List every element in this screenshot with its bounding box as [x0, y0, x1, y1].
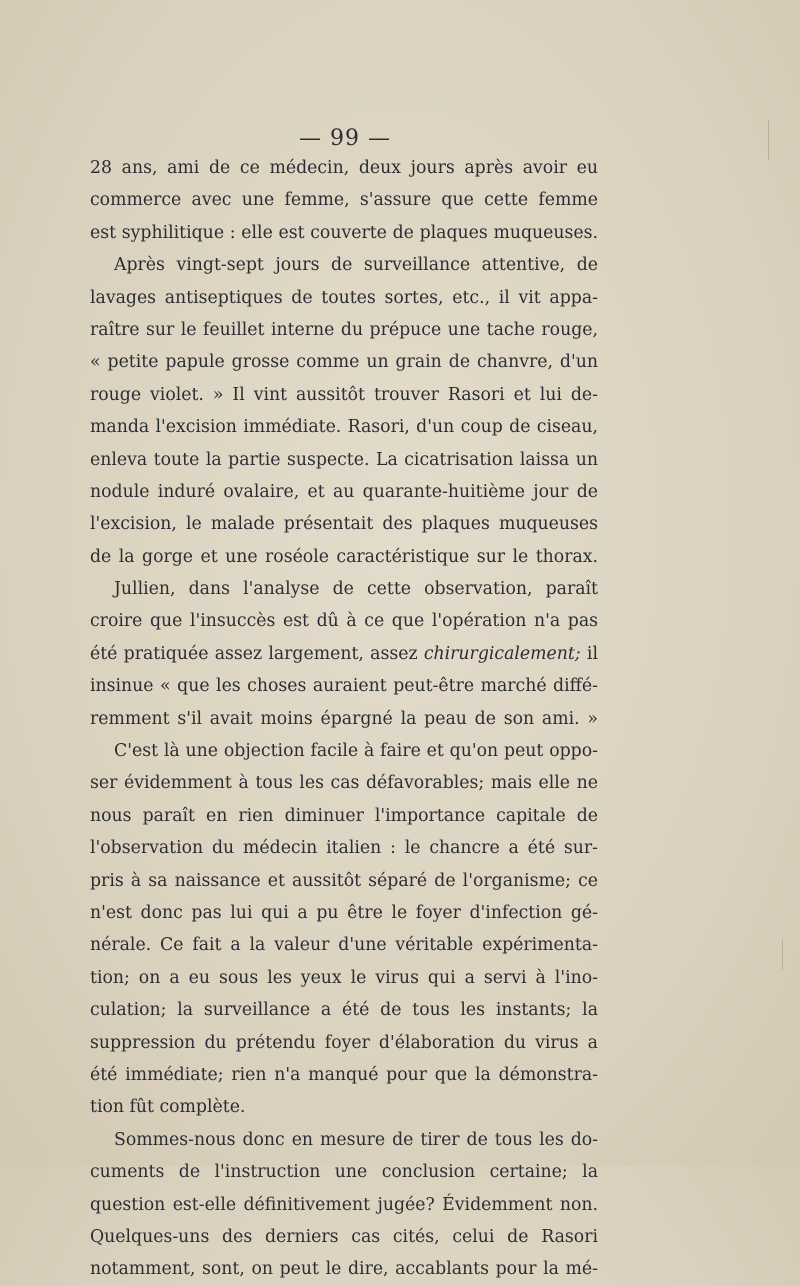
line-text: Après vingt-sept jours de surveillance attentive, de: [114, 255, 598, 276]
line-text: cuments de l'instruction une conclusion certaine; la: [90, 1162, 598, 1183]
line-text: été pratiquée assez largement, assez: [90, 643, 424, 664]
text-line: [90, 314, 598, 346]
italic-word: chirurgicalement;: [423, 643, 581, 664]
text-line: [90, 605, 598, 637]
line-text: l'observation du médecin italien : le chancre a été sur-: [90, 838, 598, 859]
text-line: [90, 1059, 598, 1091]
line-text: Quelques-uns des derniers cas cités, celui de Rasori: [90, 1226, 598, 1247]
text-line: [90, 184, 598, 216]
line-text: est syphilitique : elle est couverte de plaques muqueuses.: [90, 222, 598, 243]
text-line: [90, 832, 598, 864]
line-text: insinue « que les choses auraient peut-être marché diffé-: [90, 676, 598, 697]
text-line: [90, 541, 598, 573]
text-line: [90, 476, 598, 508]
line-text: nous paraît en rien diminuer l'importance capitale de: [90, 805, 598, 826]
text-line: [90, 800, 598, 832]
text-line: [90, 735, 598, 767]
page-number: — 99 —: [299, 126, 391, 151]
paper-crease: [782, 940, 783, 970]
text-line: [90, 994, 598, 1026]
text-line: [90, 703, 598, 735]
text-line: [90, 1091, 598, 1123]
line-text: tion; on a eu sous les yeux le virus qui a servi à l'ino-: [90, 967, 598, 988]
text-line: [90, 217, 598, 249]
text-line: [90, 638, 598, 670]
text-line: [90, 282, 598, 314]
line-text: « petite papule grosse comme un grain de chanvre, d'un: [90, 352, 598, 373]
text-line: [90, 1124, 598, 1156]
text-line: [90, 670, 598, 702]
line-text: nodule induré ovalaire, et au quarante-huitième jour de: [90, 481, 598, 502]
text-line: [90, 767, 598, 799]
paper-crease: [768, 120, 769, 160]
text-line: [90, 411, 598, 443]
text-line: [90, 1253, 598, 1285]
text-line: [90, 1027, 598, 1059]
line-text: croire que l'insuccès est dû à ce que l'opération n'a pas: [90, 611, 598, 632]
line-text: question est-elle définitivement jugée? Évidemment non.: [90, 1194, 598, 1215]
text-line: [90, 573, 598, 605]
line-text: rouge violet. » Il vint aussitôt trouver Rasori et lui de-: [90, 384, 598, 405]
line-text: Sommes-nous donc en mesure de tirer de tous les do-: [114, 1129, 598, 1150]
line-text-end: il: [580, 643, 598, 664]
text-line: [90, 1189, 598, 1221]
text-line: [90, 508, 598, 540]
line-text: été immédiate; rien n'a manqué pour que la démonstra-: [90, 1064, 598, 1085]
text-line: [90, 865, 598, 897]
line-text: de la gorge et une roséole caractéristique sur le thorax.: [90, 546, 598, 567]
line-text: nérale. Ce fait a la valeur d'une véritable expérimenta-: [90, 935, 598, 956]
line-text: raître sur le feuillet interne du prépuce une tache rouge,: [90, 319, 598, 340]
line-text: suppression du prétendu foyer d'élaboration du virus a: [90, 1032, 598, 1053]
line-text: n'est donc pas lui qui a pu être le foyer d'infection gé-: [90, 902, 598, 923]
line-text: remment s'il avait moins épargné la peau de son ami. »: [90, 708, 598, 729]
line-text: pris à sa naissance et aussitôt séparé de l'organisme; ce: [90, 870, 598, 891]
line-text: Jullien, dans l'analyse de cette observation, paraît: [114, 579, 598, 600]
text-line: [90, 962, 598, 994]
line-text: culation; la surveillance a été de tous les instants; la: [90, 1000, 598, 1021]
text-line: [90, 249, 598, 281]
line-text: enleva toute la partie suspecte. La cicatrisation laissa un: [90, 449, 598, 470]
line-text: l'excision, le malade présentait des plaques muqueuses: [90, 514, 598, 535]
text-line: [90, 897, 598, 929]
line-text: commerce avec une femme, s'assure que cette femme: [90, 190, 598, 211]
text-line: [90, 346, 598, 378]
text-line: [90, 1221, 598, 1253]
line-text: notamment, sont, on peut le dire, accablants pour la mé-: [90, 1259, 598, 1280]
body-text: [90, 152, 598, 1286]
text-line: [90, 444, 598, 476]
line-text: manda l'excision immédiate. Rasori, d'un coup de ciseau,: [90, 417, 598, 438]
line-text: tion fût complète.: [90, 1097, 246, 1118]
text-line: [90, 929, 598, 961]
text-line: [90, 1156, 598, 1188]
line-text: 28 ans, ami de ce médecin, deux jours après avoir eu: [90, 158, 598, 178]
text-line: [90, 379, 598, 411]
line-text: ser évidemment à tous les cas défavorables; mais elle ne: [90, 773, 598, 794]
text-line: [90, 152, 598, 184]
line-text: lavages antiseptiques de toutes sortes, etc., il vit appa-: [90, 287, 598, 308]
line-text: C'est là une objection facile à faire et qu'on peut oppo-: [114, 741, 598, 762]
